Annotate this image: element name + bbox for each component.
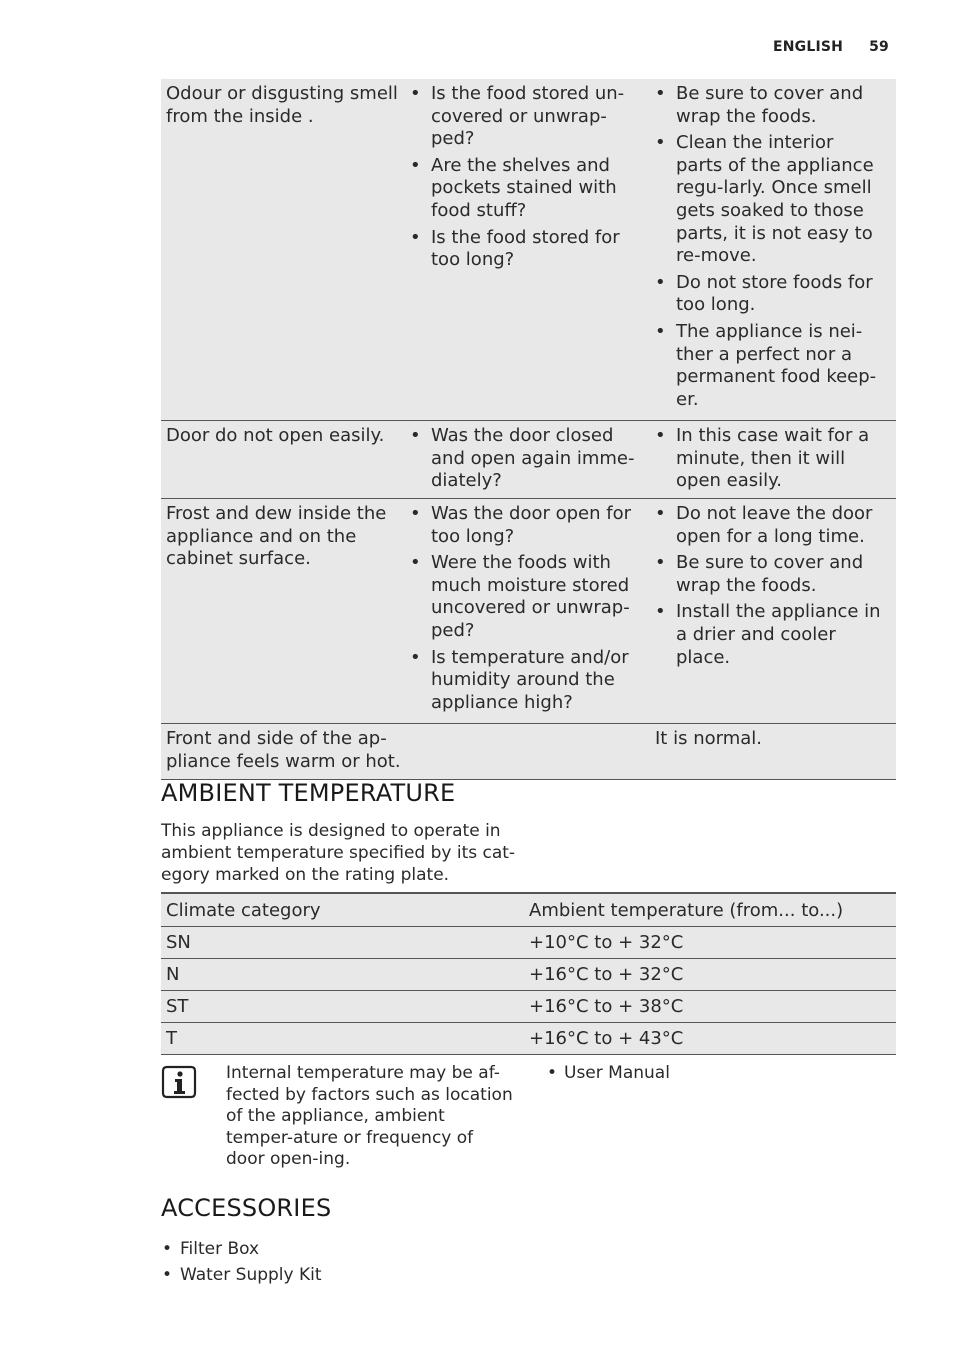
list-item: • Is the food stored un-covered or unwrap-ped? (405, 83, 644, 151)
problem-cell: Odour or disgusting smell from the inside . (166, 83, 398, 127)
list-item: • Are the shelves and pockets stained with food stuff? (405, 155, 644, 223)
page-number: 59 (869, 39, 889, 55)
column-header: Ambient temperature (from... to...) (529, 899, 844, 921)
ambient-intro: This appliance is designed to operate in ambient temperature specified by its cat-egory marked on the rating plate. (161, 821, 516, 885)
info-icon (161, 1065, 197, 1099)
note-list (542, 1063, 670, 1089)
list-item: • Install the appliance in a drier and cooler place. (650, 601, 884, 669)
problem-cell: Door do not open easily. (166, 425, 385, 446)
table-row (161, 499, 896, 724)
list-item: • Was the door open for too long? (405, 503, 644, 548)
solution-cell (650, 499, 896, 723)
list-item: • Clean the interior parts of the appliance regu-larly. Once smell gets soaked to those parts, it is not easy to re-move. (650, 132, 884, 268)
list-item: • Were the foods with much moisture stored uncovered or unwrap-ped? (405, 552, 644, 642)
table-row (161, 927, 896, 959)
solution-text: It is normal. (655, 728, 762, 749)
climate-category: ST (166, 996, 189, 1017)
list-item: • The appliance is nei-ther a perfect nor a permanent food keep-er. (650, 321, 884, 411)
table-row (161, 991, 896, 1023)
cause-cell (405, 724, 650, 779)
problem-cell: Front and side of the ap-pliance feels warm or hot. (166, 728, 401, 772)
temperature-range: +16°C to + 38°C (529, 996, 684, 1017)
climate-table (161, 892, 896, 1055)
solution-cell (650, 724, 896, 779)
temperature-range: +16°C to + 32°C (529, 964, 684, 985)
table-row (161, 79, 896, 421)
list-item: • Do not store foods for too long. (650, 272, 884, 317)
temperature-range: +16°C to + 43°C (529, 1028, 684, 1049)
accessories-list (161, 1236, 322, 1288)
solution-cell (650, 421, 896, 498)
table-row (161, 1023, 896, 1055)
cause-cell (405, 499, 650, 723)
list-item: • Was the door closed and open again imme-diately? (405, 425, 644, 493)
table-row (161, 421, 896, 499)
troubleshooting-table (161, 79, 896, 780)
page-header (773, 39, 889, 55)
column-header: Climate category (166, 899, 321, 921)
table-row (161, 959, 896, 991)
list-item: • User Manual (542, 1063, 670, 1085)
note-text: Internal temperature may be af-fected by factors such as location of the appliance, ambient temper-ature or frequency of door open-ing. (226, 1063, 513, 1170)
solution-cell (650, 79, 896, 420)
list-item: • Is temperature and/or humidity around the appliance high? (405, 647, 644, 715)
accessories-heading: ACCESSORIES (161, 1194, 332, 1222)
list-item: • Is the food stored for too long? (405, 227, 644, 272)
list-item: • Be sure to cover and wrap the foods. (650, 552, 884, 597)
list-item: • Do not leave the door open for a long time. (650, 503, 884, 548)
cause-cell (405, 421, 650, 498)
language-label: ENGLISH (773, 39, 844, 55)
table-row (161, 724, 896, 780)
climate-category: N (166, 964, 180, 985)
cause-cell (405, 79, 650, 420)
temperature-range: +10°C to + 32°C (529, 932, 684, 953)
list-item: • Water Supply Kit (161, 1262, 322, 1288)
climate-category: T (166, 1028, 177, 1049)
table-header-row (161, 894, 896, 927)
climate-category: SN (166, 932, 191, 953)
ambient-temperature-heading: AMBIENT TEMPERATURE (161, 779, 456, 807)
list-item: • Be sure to cover and wrap the foods. (650, 83, 884, 128)
list-item: • Filter Box (161, 1236, 322, 1262)
list-item: • In this case wait for a minute, then it will open easily. (650, 425, 884, 493)
problem-cell: Frost and dew inside the appliance and on the cabinet surface. (166, 503, 387, 570)
